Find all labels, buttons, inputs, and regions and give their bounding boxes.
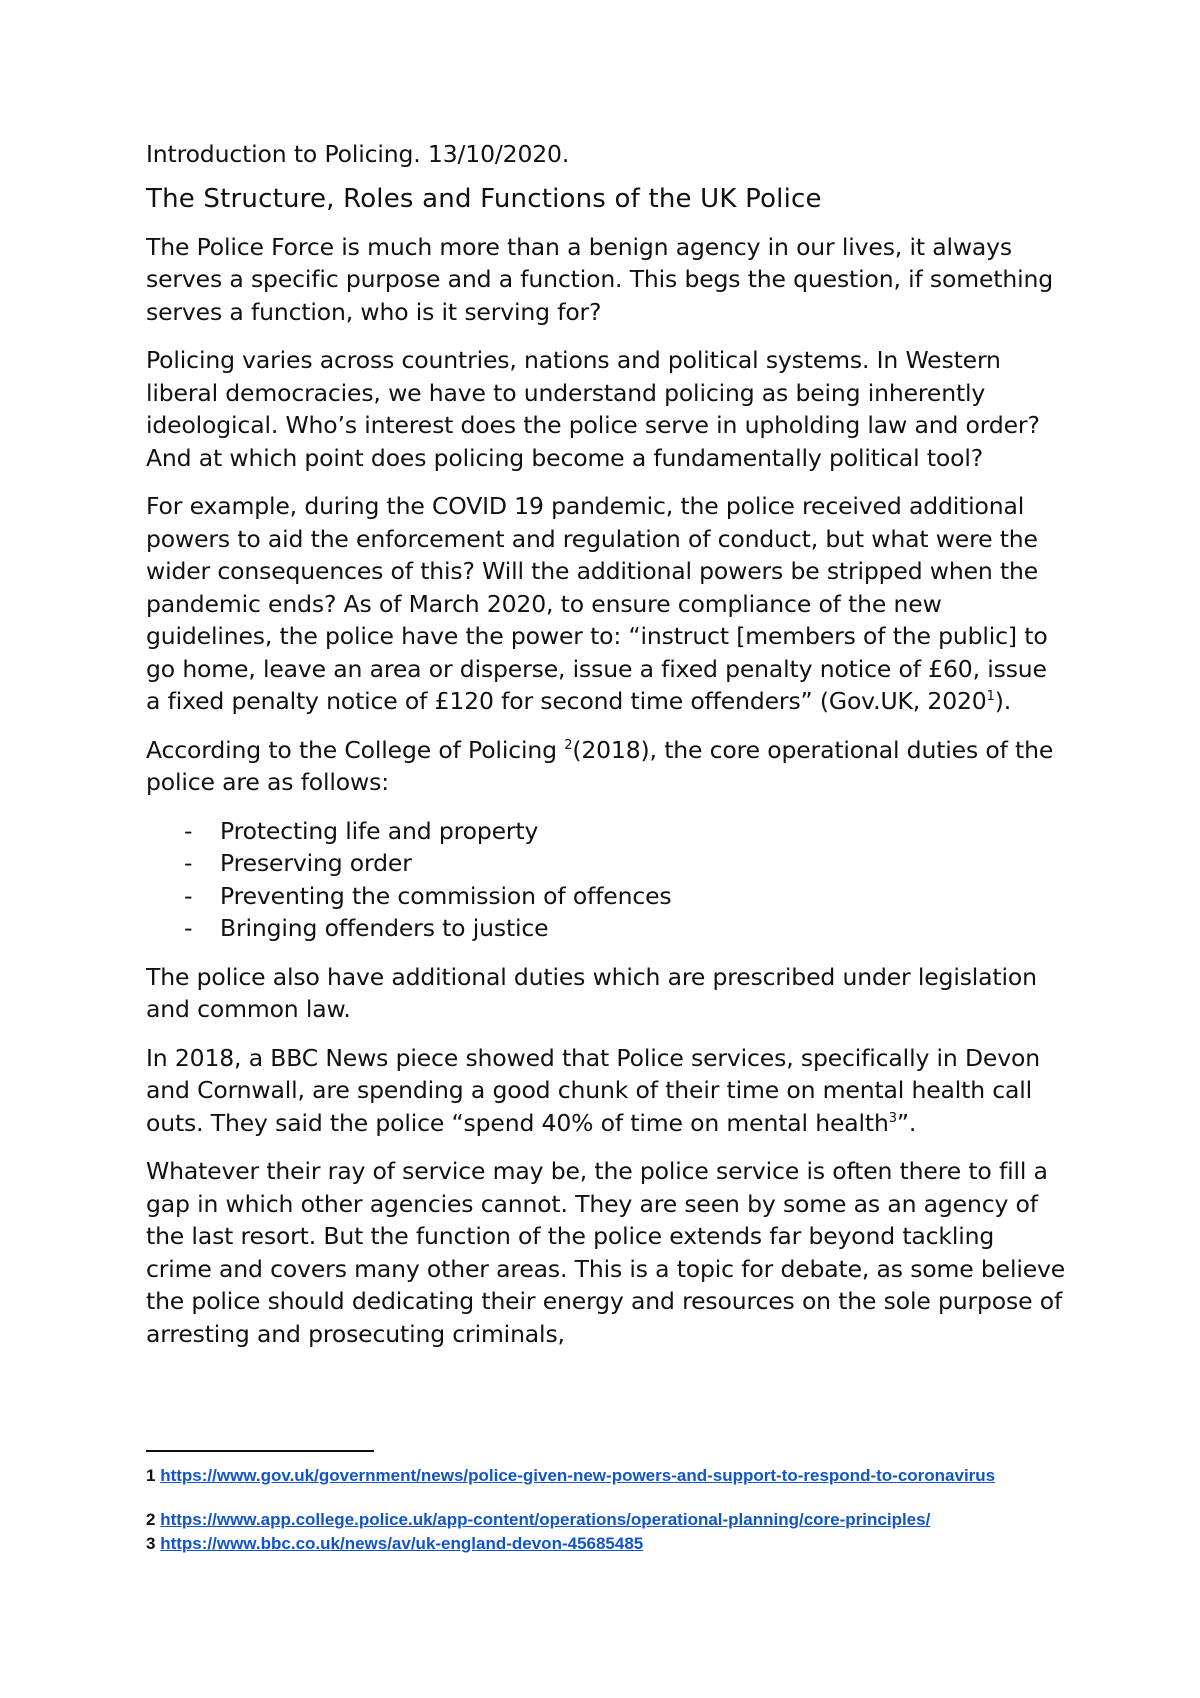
paragraph-duties-text: According to the College of Policing	[146, 735, 565, 764]
list-item	[146, 912, 1066, 945]
paragraph-additional-duties: The police also have additional duties which are prescribed under legislation and common law.	[146, 962, 1037, 1023]
bullet-dash: -	[184, 816, 193, 845]
paragraph-covid-end: ).	[994, 687, 1012, 715]
document-body	[146, 138, 1066, 1366]
footnote-number: 1	[146, 1466, 156, 1485]
paragraph-service: Whatever their ray of service may be, the police service is often there to fill a gap in which other agencies cannot. They are seen by some as an agency of the last resort. But the function of the police extends far beyond tackling crime and covers many other areas. This is a topic for debate, as some believe the police should dedicating their energy and resources on the sole purpose of arresting and prosecuting criminals,	[146, 1157, 1066, 1348]
list-item-text: Preventing the commission of offences	[220, 881, 672, 910]
footnote-link-1[interactable]: https://www.gov.uk/government/news/police-given-new-powers-and-support-to-respond-to-coronavirus	[160, 1466, 996, 1485]
footnote-number: 3	[146, 1534, 156, 1553]
footnote-link-2[interactable]: https://www.app.college.police.uk/app-content/operations/operational-planning/core-principles/	[160, 1510, 931, 1529]
bullet-dash: -	[184, 881, 193, 910]
footnote-number: 2	[146, 1510, 156, 1529]
date-line: Introduction to Policing. 13/10/2020.	[146, 140, 570, 168]
footnote-ref-1[interactable]: 1	[986, 689, 995, 704]
list-item-text: Preserving order	[220, 849, 412, 877]
paragraph-mental-health-text: In 2018, a BBC News piece showed that Police services, specifically in Devon and Cornwall, are spending a good chunk of their time on mental health call outs. They said the police “spend 40% of time on mental health	[146, 1043, 1040, 1137]
footnotes	[146, 1450, 1066, 1556]
list-item	[146, 847, 1066, 880]
footnote-spacer	[146, 1488, 1066, 1508]
paragraph-covid-text: For example, during the COVID 19 pandemic, the police received additional powers to aid the enforcement and regulation of conduct, but what were the wider consequences of this? Will the additional powers be stripped when the pandemic ends? As of March 2020, to ensure compliance of the new guidelines, the police have the power to: “instruct [members of the public] to go home, leave an area or disperse, issue a fixed penalty notice of £60, issue a fixed penalty notice of £120 for second time offenders” (Gov.UK, 2020	[146, 492, 1048, 715]
footnote-link-3[interactable]: https://www.bbc.co.uk/news/av/uk-england-devon-45685485	[160, 1534, 644, 1553]
paragraph-ideology: Policing varies across countries, nations and political systems. In Western liberal democracies, we have to understand policing as being inherently ideological. Who’s interest does the police serve in upholding law and order? And at which point does policing become a fundamentally political tool?	[146, 346, 1040, 472]
list-item-text: Protecting life and property	[220, 816, 539, 845]
bullet-dash: -	[184, 849, 193, 877]
duties-list	[146, 815, 1066, 945]
footnote-separator	[146, 1450, 374, 1452]
footnote-1	[146, 1464, 1066, 1488]
list-item	[146, 815, 1066, 848]
paragraph-mental-health-end: ”.	[896, 1108, 917, 1137]
footnote-ref-2[interactable]: 2	[564, 737, 573, 753]
bullet-dash: -	[184, 914, 193, 942]
page-title: The Structure, Roles and Functions of the UK Police	[146, 183, 822, 214]
footnote-2	[146, 1508, 1066, 1532]
paragraph-intro: The Police Force is much more than a benign agency in our lives, it always serves a specific purpose and a function. This begs the question, if something serves a function, who is it serving for?	[146, 232, 1053, 326]
paragraph-duties-end: (2018), the core operational duties of the police are as follows:	[146, 735, 1054, 796]
list-item	[146, 880, 1066, 913]
paragraph-covid	[146, 490, 1066, 718]
footnote-3	[146, 1532, 1066, 1556]
list-item-text: Bringing offenders to justice	[220, 914, 549, 942]
paragraph-mental-health	[146, 1042, 1066, 1140]
paragraph-duties-intro	[146, 734, 1066, 799]
footnote-ref-3[interactable]: 3	[888, 1110, 897, 1126]
